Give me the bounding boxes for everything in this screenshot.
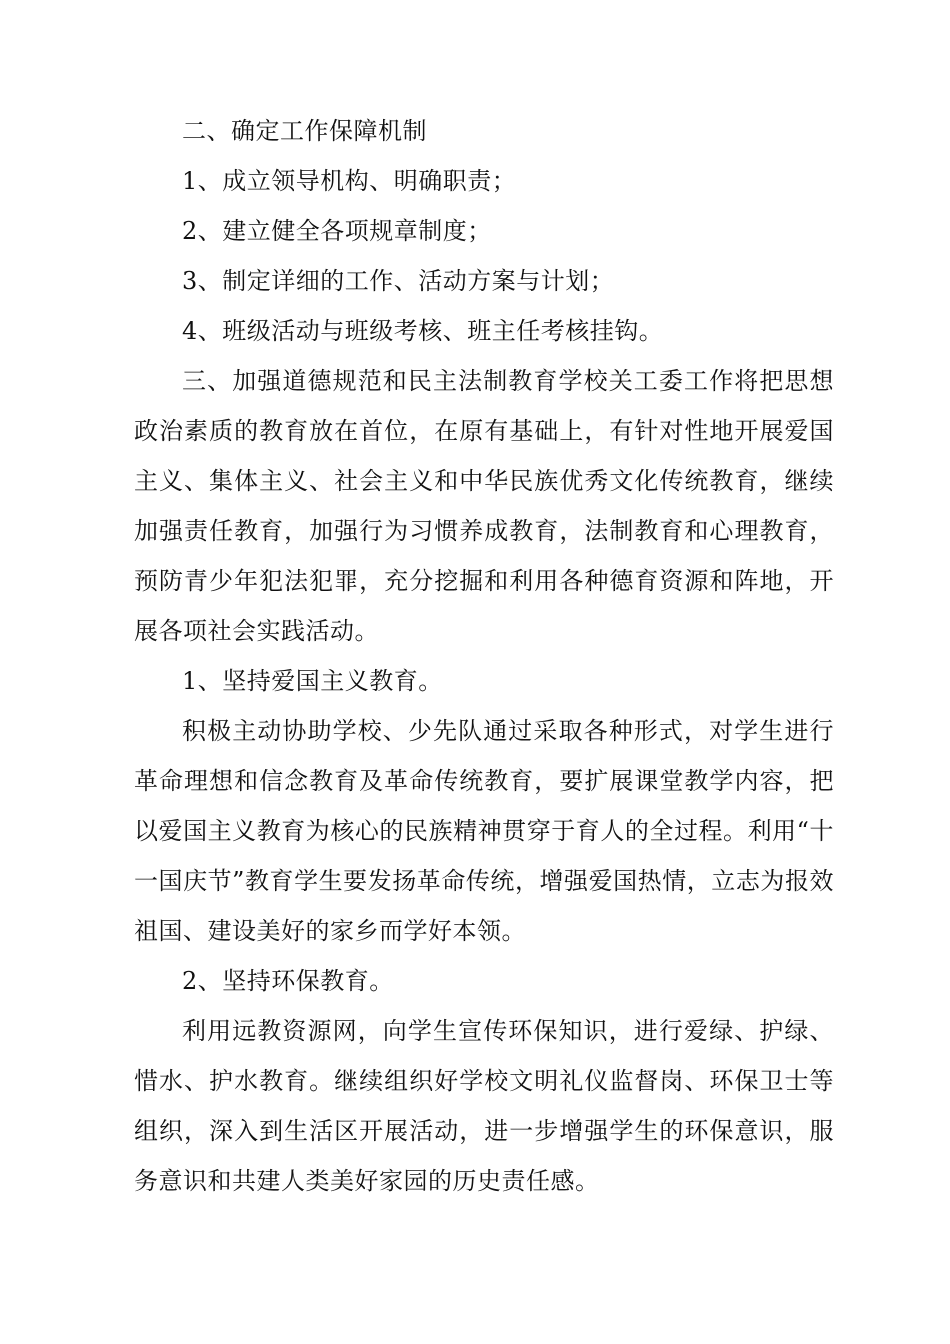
list-item-plans: 3、制定详细的工作、活动方案与计划； <box>182 267 615 295</box>
list-item-regulations: 2、建立健全各项规章制度； <box>182 217 492 245</box>
list-item-leadership: 1、成立领导机构、明确职责； <box>182 167 517 195</box>
subheading-patriotism: 1、坚持爱国主义教育。 <box>182 667 443 695</box>
section-moral-legal-education: 三、加强道德规范和民主法制教育学校关工委工作将把思想政治素质的教育放在首位，在原有基础上，有针对性地开展爱国主义、集体主义、社会主义和中华民族优秀文化传统教育，继续加强责任教育，加强行为习惯养成教育，法制教育和心理教育，预防青少年犯法犯罪，充分挖掘和利用各种德育资源和阵地，开展各项社会实践活动。 <box>134 367 834 645</box>
document-body <box>134 106 834 1206</box>
paragraph-patriotism: 积极主动协助学校、少先队通过采取各种形式，对学生进行革命理想和信念教育及革命传统教育，要扩展课堂教学内容，把以爱国主义教育为核心的民族精神贯穿于育人的全过程。利用“十一国庆节”教育学生要发扬革命传统，增强爱国热情，立志为报效祖国、建设美好的家乡而学好本领。 <box>134 717 834 945</box>
paragraph-environment: 利用远教资源网，向学生宣传环保知识，进行爱绿、护绿、惜水、护水教育。继续组织好学校文明礼仪监督岗、环保卫士等组织，深入到生活区开展活动，进一步增强学生的环保意识，服务意识和共建人类美好家园的历史责任感。 <box>134 1017 834 1195</box>
section-heading-guarantee-mechanism: 二、确定工作保障机制 <box>182 117 427 145</box>
list-item-class-assessment: 4、班级活动与班级考核、班主任考核挂钩。 <box>182 317 664 345</box>
subheading-environment: 2、坚持环保教育。 <box>182 967 394 995</box>
